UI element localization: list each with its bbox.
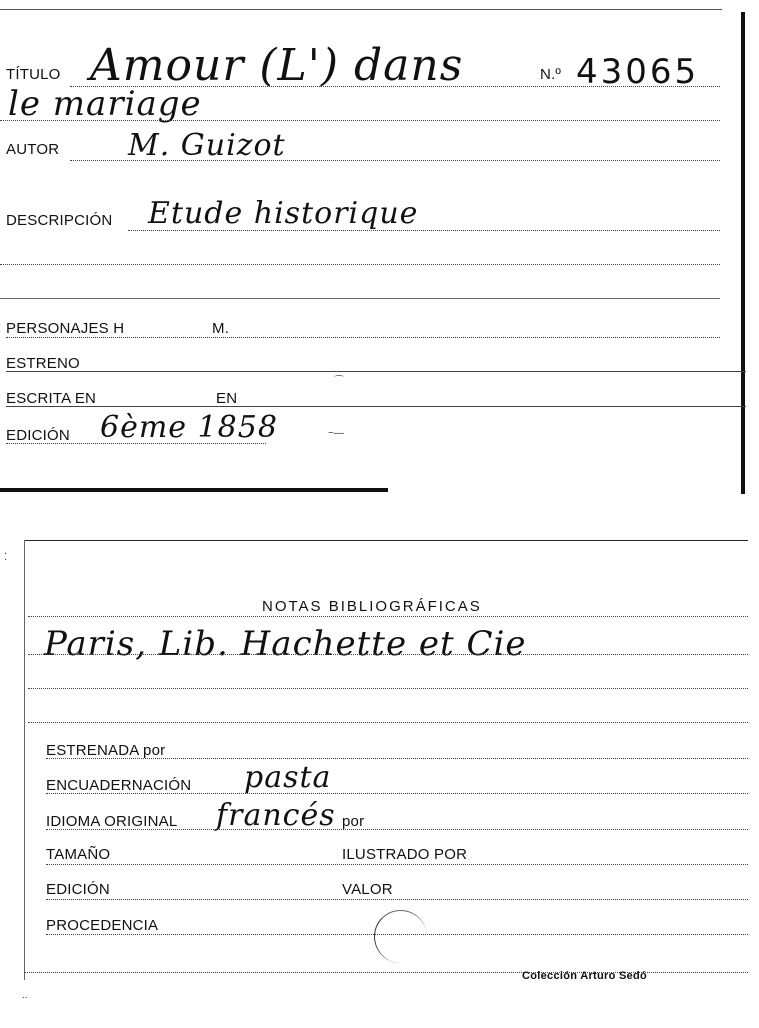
notas-line-2 — [28, 654, 748, 655]
idioma-value: francés — [216, 798, 336, 833]
card-bottom-border — [0, 488, 388, 492]
personajes-m-label: M. — [212, 320, 230, 337]
escrita-line — [6, 406, 746, 407]
notas-line-1 — [28, 616, 748, 617]
estreno-line — [6, 371, 746, 372]
stray-mark-2: ⌒ — [334, 376, 344, 387]
tamano-label: TAMAÑO — [46, 846, 111, 863]
titulo-label: TÍTULO — [6, 66, 61, 83]
stamp-mark — [374, 910, 427, 963]
edicion-line — [6, 443, 266, 444]
descripcion-line — [128, 230, 720, 231]
idioma-line — [46, 829, 748, 830]
idioma-label: IDIOMA ORIGINAL — [46, 813, 178, 830]
numero-value: 43065 — [576, 52, 700, 92]
escrita-label: ESCRITA EN — [6, 390, 97, 407]
autor-value: M. Guizot — [128, 128, 286, 163]
titulo-value-line2: le mariage — [8, 84, 202, 124]
notas-label: NOTAS BIBLIOGRÁFICAS — [262, 598, 482, 615]
catalog-card-top — [0, 0, 759, 500]
encuadernacion-value: pasta — [244, 760, 332, 795]
estrenada-label: ESTRENADA por — [46, 742, 166, 759]
estreno-label: ESTRENO — [6, 355, 80, 372]
autor-line — [70, 160, 720, 161]
corner-mark-2: .. — [22, 990, 28, 1001]
collection-credit: Colección Arturo Sedó — [522, 970, 648, 982]
notas-line-3 — [28, 688, 748, 689]
card-right-border — [741, 12, 745, 494]
tamano-line — [46, 864, 748, 865]
encuadernacion-line — [46, 793, 748, 794]
edicion-line-bottom — [46, 899, 748, 900]
bottom-card-left-border — [24, 540, 25, 980]
card-top-border — [0, 9, 722, 10]
edicion-label: EDICIÓN — [6, 427, 70, 444]
stray-mark: ~— — [328, 428, 344, 439]
edicion-value: 6ème 1858 — [100, 410, 278, 445]
bottom-card-top-border — [24, 540, 748, 541]
autor-label: AUTOR — [6, 141, 60, 158]
idioma-por-label: por — [342, 813, 365, 830]
personajes-label: PERSONAJES H — [6, 320, 125, 337]
descripcion-label: DESCRIPCIÓN — [6, 212, 113, 229]
estrenada-line — [46, 758, 748, 759]
numero-label: N.º — [540, 66, 562, 83]
descripcion-value: Etude historique — [148, 196, 419, 231]
notas-line-4 — [28, 722, 748, 723]
titulo-line-2 — [0, 120, 720, 121]
encuadernacion-label: ENCUADERNACIÓN — [46, 777, 192, 794]
catalog-card-bottom — [0, 520, 759, 1028]
personajes-line — [6, 337, 720, 338]
valor-label: VALOR — [342, 881, 393, 898]
notas-value: Paris, Lib. Hachette et Cie — [44, 624, 527, 664]
escrita-en-label: EN — [216, 390, 238, 407]
edicion-label-bottom: EDICIÓN — [46, 881, 110, 898]
ilustrado-label: ILUSTRADO POR — [342, 846, 468, 863]
blank-line-1 — [0, 264, 720, 265]
corner-mark: ⁚ — [4, 552, 8, 563]
blank-line-2 — [0, 298, 720, 299]
procedencia-label: PROCEDENCIA — [46, 917, 159, 934]
titulo-value-line1: Amour (L') dans — [90, 40, 464, 91]
